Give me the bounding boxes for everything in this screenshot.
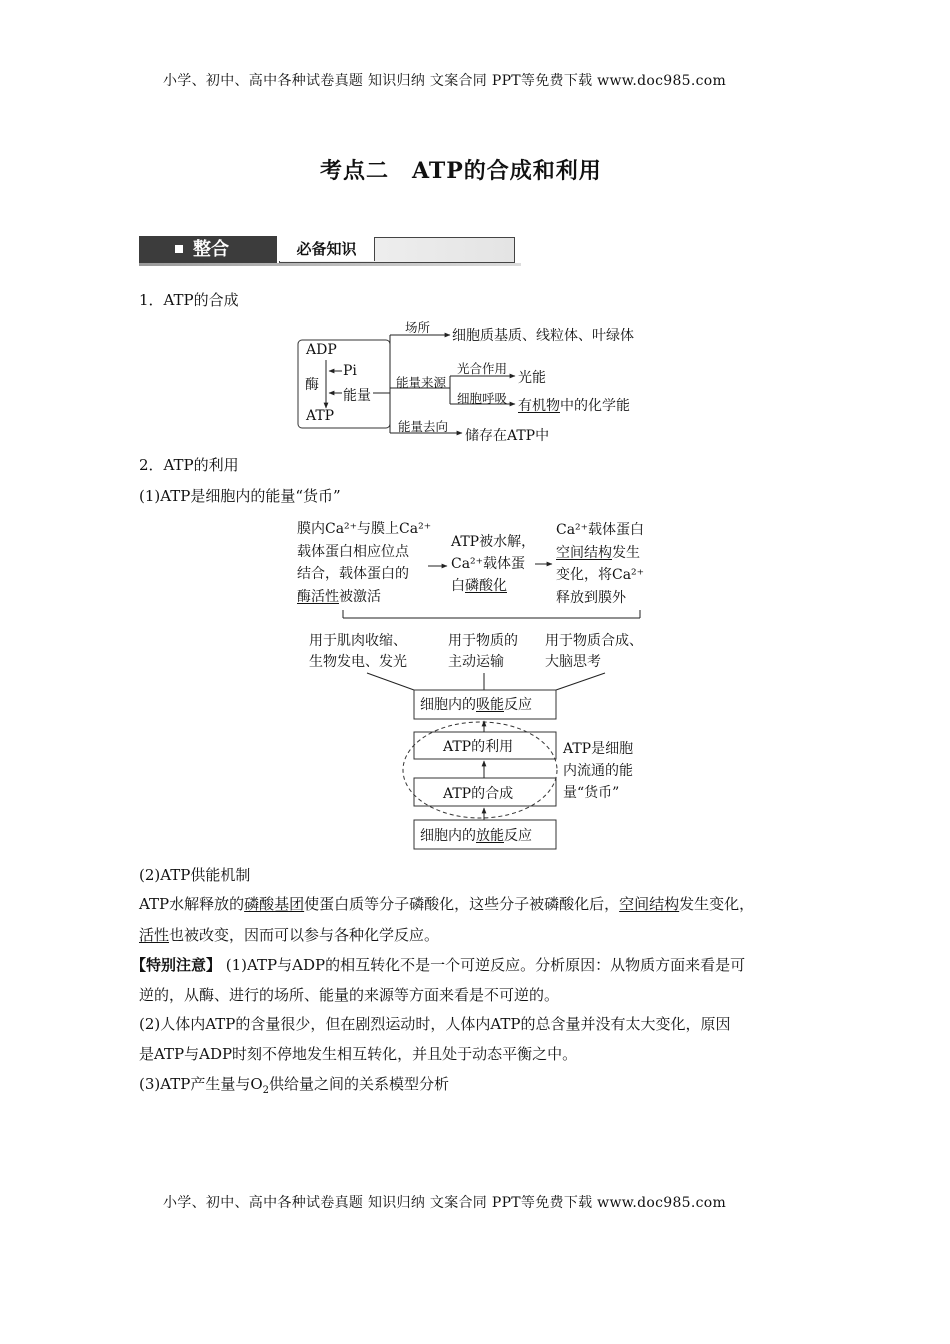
mech-line2: 活性也被改变，因而可以参与各种化学反应。 [139,926,440,944]
place-value: 细胞质基质、线粒体、叶绿体 [452,328,634,344]
banner-main: 整合 [139,236,277,263]
pi-label: Pi [343,363,357,379]
place-label: 场所 [405,320,431,335]
resp-value: 有机物中的化学能 [518,398,630,414]
page-title: 考点二 ATP的合成和利用 [320,158,602,184]
page-footer: 小学、初中、高中各种试卷真题 知识归纳 文案合同 PPT等免费下载 www.doc985.com [163,1195,727,1211]
note-line2: 逆的，从酶、进行的场所、能量的来源等方面来看是不可逆的。 [139,986,560,1004]
dest-label: 能量去向 [398,419,449,434]
atp-syn-box: ATP的合成 [443,786,514,802]
absorb-box: 细胞内的吸能反应 [420,697,532,713]
section2-sub1: (1)ATP是细胞内的能量“货币” [139,487,341,505]
note-line5: (3)ATP产生量与$O_2$供给量之间的关系模型分析 [139,1075,450,1096]
note-line3: (2)人体内ATP的含量很少，但在剧烈运动时，人体内ATP的总含量并没有太大变化，原因 [139,1015,731,1033]
photo-value: 光能 [518,370,546,386]
resp-label: 细胞呼吸 [457,391,508,406]
box1-text: 膜内Ca²⁺与膜上Ca²⁺ 载体蛋白相应位点 结合，载体蛋白的 酶活性被激活 [297,521,432,605]
page-header: 小学、初中、高中各种试卷真题 知识归纳 文案合同 PPT等免费下载 www.doc985.com [163,73,727,89]
energy-label: 能量 [343,388,371,404]
atp-use-box: ATP的利用 [443,739,514,755]
dest-value: 储存在ATP中 [465,428,550,444]
note-line1: 【特别注意】 (1)ATP与ADP的相互转化不是一个可逆反应。分析原因：从物质方面来看是可 [131,956,746,974]
use2-text: 用于物质的 主动运输 [448,633,518,670]
box2-text: ATP被水解， Ca²⁺载体蛋 白磷酸化 [451,534,536,594]
section2-sub2: (2)ATP供能机制 [139,866,251,884]
section2-heading: 2．ATP的利用 [139,456,239,474]
use3-text: 用于物质合成、 大脑思考 [545,633,643,670]
source-label: 能量来源 [396,375,447,390]
enzyme-label: 酶 [305,377,319,393]
banner-sub: 必备知识 [279,237,375,261]
release-box: 细胞内的放能反应 [420,828,532,844]
atp-label: ATP [306,408,335,424]
photo-label: 光合作用 [457,361,508,376]
mech-line1: ATP水解释放的磷酸基团使蛋白质等分子磷酸化，这些分子被磷酸化后，空间结构发生变化， [139,895,755,913]
adp-label: ADP [306,342,337,358]
side-note: ATP是细胞 内流通的能 量“货币” [563,741,634,801]
use1-text: 用于肌肉收缩、 生物发电、发光 [309,633,407,670]
box3-text: Ca²⁺载体蛋白 空间结构发生 变化，将Ca²⁺ 释放到膜外 [556,522,645,606]
note-line4: 是ATP与ADP时刻不停地发生相互转化，并且处于动态平衡之中。 [139,1045,578,1063]
section1-heading: 1．ATP的合成 [139,291,239,309]
